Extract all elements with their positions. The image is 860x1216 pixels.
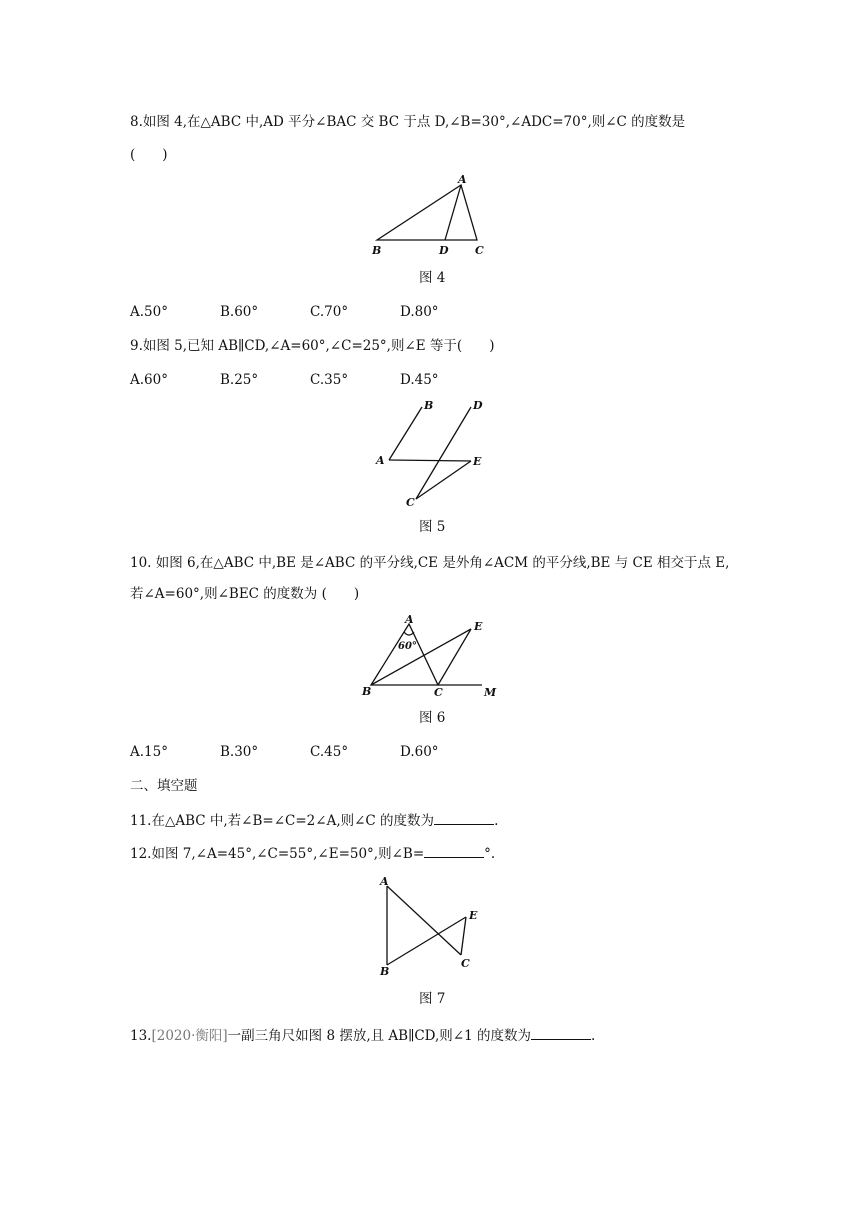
label-d: D xyxy=(439,244,449,257)
q11-suffix: . xyxy=(494,813,499,829)
q9-option-b[interactable]: B.25° xyxy=(220,372,259,388)
q13-stem xyxy=(130,1025,595,1046)
label-b: B xyxy=(424,399,434,412)
label-c: C xyxy=(406,496,415,509)
segment-be xyxy=(387,917,466,965)
label-c: C xyxy=(434,686,443,699)
q12-stem xyxy=(130,843,495,864)
q8-option-a[interactable]: A.50° xyxy=(130,304,168,320)
q8-option-d[interactable]: D.80° xyxy=(400,304,439,320)
segment-ab xyxy=(389,407,422,460)
q12-answer-blank[interactable] xyxy=(424,843,484,858)
segment-ec xyxy=(416,461,471,499)
q8-stem-line1: 8.如图 4,在△ABC 中,AD 平分∠BAC 交 BC 于点 D,∠B=30°,∠ADC=70°,则∠C 的度数是 xyxy=(130,114,686,130)
segment-be xyxy=(371,629,471,685)
label-e: E xyxy=(474,620,483,633)
label-m: M xyxy=(484,686,497,699)
segment-ec xyxy=(461,917,466,955)
segment-cd xyxy=(416,407,471,499)
q11-stem xyxy=(130,810,498,831)
section-title-fill-in: 二、填空题 xyxy=(130,778,198,794)
q13-number: 13. xyxy=(130,1028,152,1044)
figure-7 xyxy=(372,872,492,982)
triangle-abc xyxy=(377,185,477,240)
q13-text: 一副三角尺如图 8 摆放,且 AB∥CD,则∠1 的度数为 xyxy=(227,1028,531,1044)
figure-5 xyxy=(370,396,500,511)
q13-answer-blank[interactable] xyxy=(531,1025,591,1040)
label-b: B xyxy=(372,244,382,257)
q9-option-c[interactable]: C.35° xyxy=(310,372,349,388)
q13-suffix: . xyxy=(591,1028,596,1044)
figure-5-caption: 图 5 xyxy=(419,519,446,535)
segment-ae xyxy=(389,460,471,461)
angle-label-60: 60° xyxy=(398,641,417,652)
figure-4 xyxy=(360,175,500,265)
q12-suffix: °. xyxy=(484,846,496,862)
label-c: C xyxy=(475,244,484,257)
q10-stem-line1: 10. 如图 6,在△ABC 中,BE 是∠ABC 的平分线,CE 是外角∠ACM 的平分线,BE 与 CE 相交于点 E, xyxy=(130,555,730,571)
q8-answer-paren: ( ) xyxy=(130,147,168,163)
q10-options xyxy=(130,742,439,762)
figure-6 xyxy=(360,612,510,702)
q10-stem-line2: 若∠A=60°,则∠BEC 的度数为 ( ) xyxy=(130,586,360,602)
label-e: E xyxy=(469,909,478,922)
q10-option-a[interactable]: A.15° xyxy=(130,744,168,760)
label-a: A xyxy=(405,613,414,626)
label-b: B xyxy=(362,685,372,698)
label-b: B xyxy=(380,965,390,978)
q11-answer-blank[interactable] xyxy=(434,810,494,825)
q10-option-d[interactable]: D.60° xyxy=(400,744,439,760)
q9-options xyxy=(130,370,439,390)
segment-ac xyxy=(387,886,461,955)
q11-text: 11.在△ABC 中,若∠B=∠C=2∠A,则∠C 的度数为 xyxy=(130,813,435,829)
figure-4-caption: 图 4 xyxy=(419,270,446,286)
q8-options xyxy=(130,302,439,322)
label-a: A xyxy=(380,875,389,888)
label-a: A xyxy=(458,173,467,186)
figure-7-caption: 图 7 xyxy=(419,991,446,1007)
q13-source: [2020·衡阳] xyxy=(151,1028,228,1044)
q12-text: 12.如图 7,∠A=45°,∠C=55°,∠E=50°,则∠B= xyxy=(130,846,425,862)
label-d: D xyxy=(473,399,483,412)
q8-option-b[interactable]: B.60° xyxy=(220,304,259,320)
label-c: C xyxy=(461,957,470,970)
q8-option-c[interactable]: C.70° xyxy=(310,304,349,320)
label-e: E xyxy=(473,455,482,468)
label-a: A xyxy=(376,454,385,467)
q10-option-b[interactable]: B.30° xyxy=(220,744,259,760)
segment-ce xyxy=(438,629,471,685)
q9-stem: 9.如图 5,已知 AB∥CD,∠A=60°,∠C=25°,则∠E 等于( ) xyxy=(130,338,495,354)
q9-option-a[interactable]: A.60° xyxy=(130,372,168,388)
q9-option-d[interactable]: D.45° xyxy=(400,372,439,388)
q10-option-c[interactable]: C.45° xyxy=(310,744,349,760)
figure-6-caption: 图 6 xyxy=(419,710,446,726)
